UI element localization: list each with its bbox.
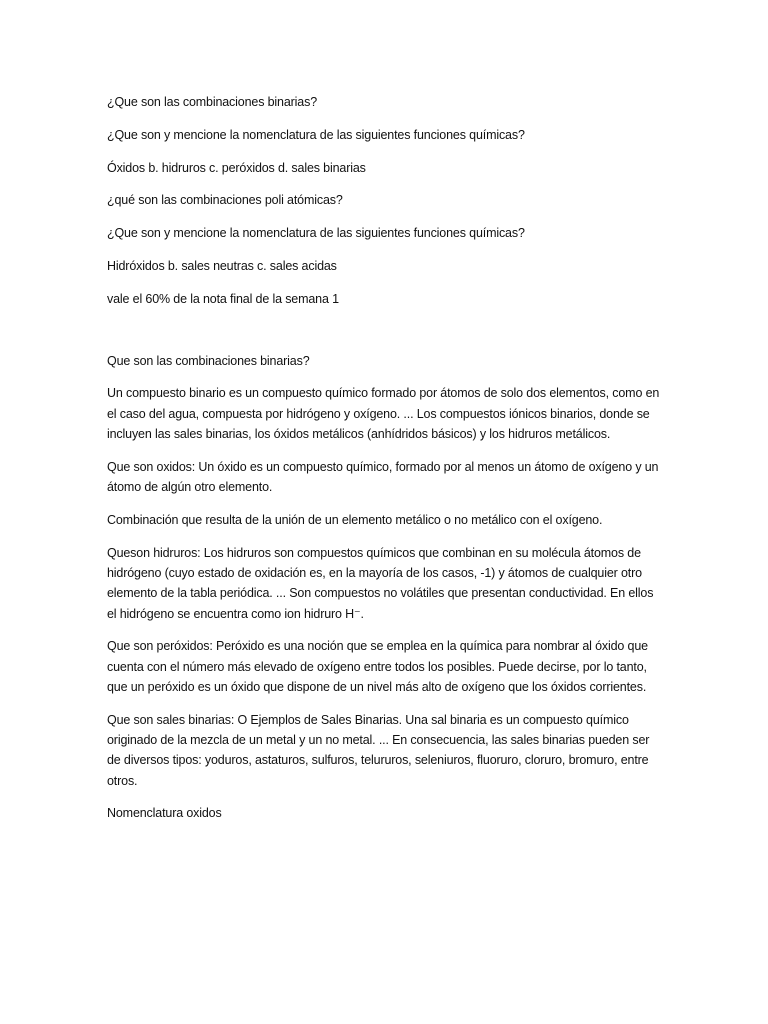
answer-hydrides: Queson hidruros: Los hidruros son compuestos químicos que combinan en su molécula átomos de hidrógeno (cuyo estado de oxidación es, en la mayoría de los casos, -1) y átomos de cualquier otro elemento de la tabla periódica. ... Son compuestos no volátiles que presentan conductividad. En ellos el hidrógeno se encuentra como ion hidruro H⁻. [107,545,654,621]
question-3: ¿qué son las combinaciones poli atómicas? [107,193,343,208]
answer-combination: Combinación que resulta de la unión de un elemento metálico o no metálico con el oxígeno. [107,512,603,527]
question-2-items: Óxidos b. hidruros c. peróxidos d. sales binarias [107,160,366,175]
answer-oxides: Que son oxidos: Un óxido es un compuesto químico, formado por al menos un átomo de oxígeno y un átomo de algún otro elemento. [107,459,659,495]
section-spacer [107,322,665,351]
answer-binary-salts: Que son sales binarias: O Ejemplos de Sales Binarias. Una sal binaria es un compuesto químico originado de la mezcla de un metal y un no metal. ... En consecuencia, las sales binarias pueden ser de diversos tipos: yoduros, astaturos, sulfuros, telururos, seleniuros, fluoruro, cloruro, bromuro, entre otros. [107,712,650,788]
question-2: ¿Que son y mencione la nomenclatura de las siguientes funciones químicas? [107,127,525,142]
answers-heading: Que son las combinaciones binarias? [107,353,310,368]
question-1: ¿Que son las combinaciones binarias? [107,95,317,109]
grade-note: vale el 60% de la nota final de la semana 1 [107,291,339,306]
question-4-items: Hidróxidos b. sales neutras c. sales acidas [107,258,337,273]
document-body [107,92,665,836]
answer-peroxides: Que son peróxidos: Peróxido es una noción que se emplea en la química para nombrar al óxido que cuenta con el número más elevado de oxígeno entre todos los posibles. Puede decirse, por lo tanto, que un peróxido es un óxido que dispone de un nivel más alto de oxígeno que los óxidos corrientes. [107,639,648,694]
question-4: ¿Que son y mencione la nomenclatura de las siguientes funciones químicas? [107,226,525,241]
nomenclature-heading: Nomenclatura oxidos [107,806,222,821]
answer-binary-compounds: Un compuesto binario es un compuesto químico formado por átomos de solo dos elementos, como en el caso del agua, compuesta por hidrógeno y oxígeno. ... Los compuestos iónicos binarios, donde se incluyen las sales binarias, los óxidos metálicos (anhídridos básicos) y los hidruros metálicos. [107,386,660,441]
